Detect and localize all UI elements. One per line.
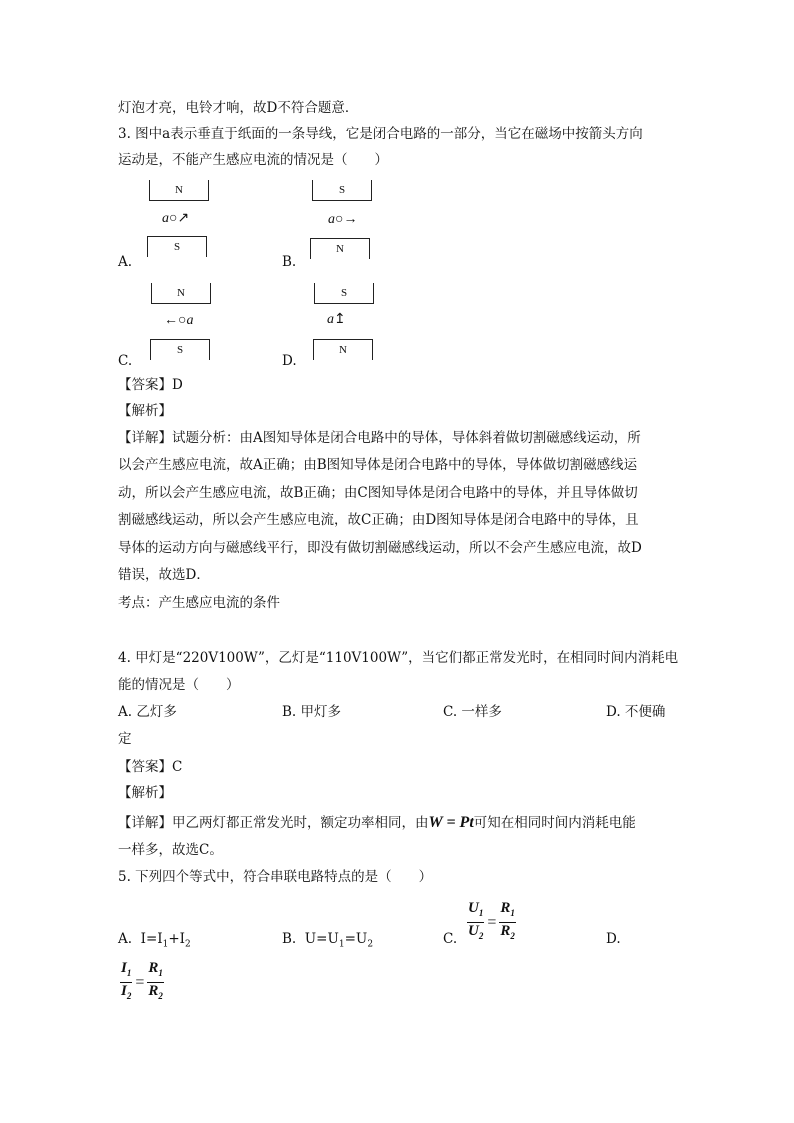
wire-label: a↥ — [327, 312, 346, 327]
text-line: 能的情况是（ ） — [118, 677, 240, 693]
question-4: 4. 甲灯是“220V100W”，乙灯是“110V100W”，当它们都正常发光时，在相同时间内消耗电 — [118, 650, 679, 666]
analysis-heading: 【解析】 — [118, 403, 172, 419]
option-c: C. 一样多 — [443, 704, 502, 720]
conductor-arrow-icon: ○→ — [335, 212, 358, 227]
conductor-arrow-icon: ↥ — [334, 312, 346, 327]
formula-c: $\frac{U_1}{U_2}$ = $\frac{R_1}{R_2}$ — [468, 900, 515, 941]
magnet-pole-top: S — [312, 180, 372, 201]
knowledge-point: 考点：产生感应电流的条件 — [118, 595, 280, 611]
text-line: 灯泡才亮，电铃才响，故D不符合题意． — [118, 100, 359, 116]
magnet-pole-top: N — [149, 180, 209, 201]
detail-line: 导体的运动方向与磁感线平行，即没有做切割磁感线运动，所以不会产生感应电流，故D — [118, 540, 642, 556]
text-line: 运动是，不能产生感应电流的情况是（ ） — [118, 152, 388, 168]
option-label: A. — [118, 254, 133, 270]
detail-line: 一样多，故选C。 — [118, 842, 223, 858]
conductor-arrow-icon: ○↗ — [169, 211, 190, 226]
detail-line: 割磁感线运动，所以会产生感应电流，故C正确；由D图知导体是闭合电路中的导体，且 — [118, 512, 639, 528]
detail-line: 错误，故选D． — [118, 567, 210, 583]
conductor-arrow-icon: ←○ — [164, 313, 187, 328]
wire-label: a○↗ — [162, 211, 190, 226]
figure-option-a — [118, 180, 228, 270]
wire-label: ←○a — [164, 313, 194, 328]
figure-option-d — [282, 283, 392, 373]
magnet-pole-bottom: S — [147, 236, 207, 257]
option-label: C. — [118, 353, 133, 369]
option-label: B. — [282, 254, 297, 270]
option-d-label: D. — [606, 931, 621, 947]
figure-option-c — [118, 283, 228, 373]
option-d: D. 不便确 — [606, 704, 666, 720]
option-label: D. — [282, 353, 297, 369]
option-a: A. $I=I_1+I_2$ — [118, 931, 191, 950]
magnet-pole-bottom: N — [313, 339, 373, 360]
magnet-pole-top: N — [151, 283, 211, 304]
wire-label: a○→ — [328, 212, 358, 227]
option-b: B. $U=U_1=U_2$ — [282, 931, 374, 950]
formula: W = Pt — [428, 814, 474, 831]
formula-d: $\frac{I_1}{I_2}$ = $\frac{R_1}{R_2}$ — [121, 960, 163, 1001]
detail-line: 【详解】试题分析：由A图知导体是闭合电路中的导体，导体斜着做切割磁感线运动，所 — [118, 430, 641, 446]
question-3: 3. 图中a表示垂直于纸面的一条导线，它是闭合电路的一部分，当它在磁场中按箭头方向 — [118, 126, 643, 142]
magnet-pole-top: S — [314, 283, 374, 304]
option-c-label: C. — [443, 931, 458, 947]
answer-3: 【答案】D — [118, 377, 183, 393]
detail-line: 【详解】甲乙两灯都正常发光时，额定功率相同，由W = Pt可知在相同时间内消耗电能 — [118, 814, 636, 831]
magnet-pole-bottom: S — [150, 339, 210, 360]
figure-option-b — [282, 180, 392, 270]
option-b: B. 甲灯多 — [282, 704, 342, 720]
text-line: 定 — [118, 731, 132, 747]
magnet-pole-bottom: N — [310, 238, 370, 259]
answer-4: 【答案】C — [118, 759, 183, 775]
detail-line: 以会产生感应电流，故A正确；由B图知导体是闭合电路中的导体，导体做切割磁感线运 — [118, 457, 638, 473]
detail-line: 动，所以会产生感应电流，故B正确；由C图知导体是闭合电路中的导体，并且导体做切 — [118, 485, 638, 501]
analysis-heading: 【解析】 — [118, 785, 172, 801]
option-a: A. 乙灯多 — [118, 704, 177, 720]
question-5: 5. 下列四个等式中，符合串联电路特点的是（ ） — [118, 869, 433, 885]
